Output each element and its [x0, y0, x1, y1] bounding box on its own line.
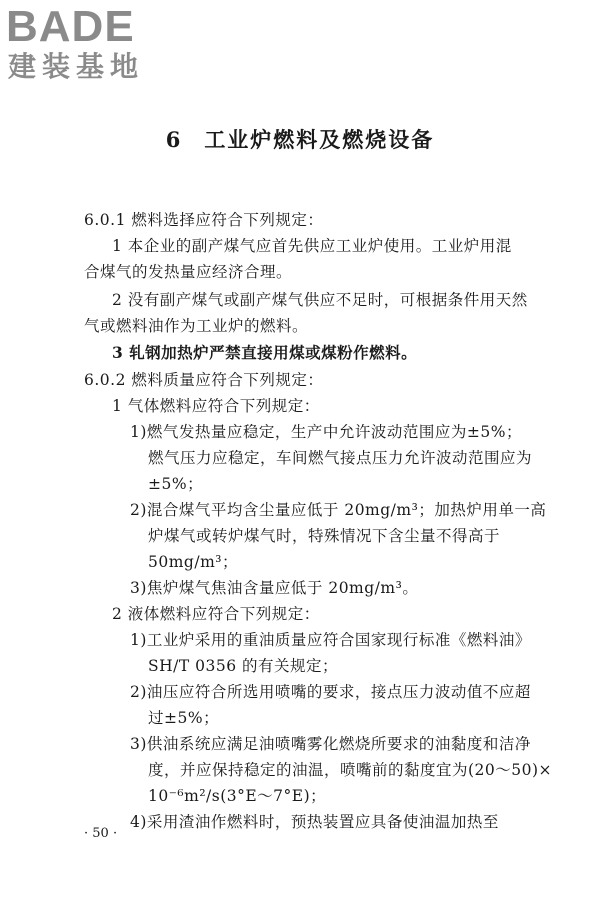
chapter-number: 6	[165, 127, 183, 152]
liquid-item-3-line-3: 10⁻⁶m²/s(3°E～7°E)；	[148, 787, 327, 805]
gas-item-3-line-1: 3)焦炉煤气焦油含量应低于 20mg/m³。	[130, 579, 419, 597]
gas-item-2-line-2: 炉煤气或转炉煤气时，特殊情况下含尘量不得高于	[148, 527, 501, 545]
logo-wordmark: BADE	[6, 2, 135, 51]
gas-item-1-line-1: 1)燃气发热量应稳定，生产中允许波动范围应为±5%；	[130, 423, 522, 441]
liquid-item-2-line-1: 2)油压应符合所选用喷嘴的要求，接点压力波动值不应超	[130, 683, 531, 701]
gas-item-1-line-2: 燃气压力应稳定，车间燃气接点压力允许波动范围应为	[148, 449, 533, 467]
bade-logo	[6, 4, 176, 84]
clause-6-0-1: 6.0.1 燃料选择应符合下列规定：	[84, 211, 324, 229]
liquid-item-3-line-1: 3)供油系统应满足油喷嘴雾化燃烧所要求的油黏度和洁净	[130, 735, 531, 753]
item-2-line-1: 2 没有副产煤气或副产煤气供应不足时，可根据条件用天然	[112, 291, 528, 309]
item-1-line-1: 1 本企业的副产煤气应首先供应工业炉使用。工业炉用混	[112, 237, 512, 255]
item-2-line-2: 气或燃料油作为工业炉的燃料。	[84, 317, 309, 335]
logo-subtitle: 建装基地	[8, 50, 145, 83]
chapter-title	[0, 124, 600, 154]
clause-6-0-2: 6.0.2 燃料质量应符合下列规定：	[84, 371, 324, 389]
gas-item-2-line-3: 50mg/m³；	[148, 553, 238, 571]
page-number: · 50 ·	[84, 826, 118, 841]
chapter-title-text: 工业炉燃料及燃烧设备	[204, 127, 435, 152]
liquid-item-1-line-1: 1)工业炉采用的重油质量应符合国家现行标准《燃料油》	[130, 631, 531, 649]
item-3-line-1: 3 轧钢加热炉严禁直接用煤或煤粉作燃料。	[112, 343, 418, 362]
liquid-item-1-line-2: SH/T 0356 的有关规定；	[148, 657, 338, 675]
gas-item-2-line-1: 2)混合煤气平均含尘量应低于 20mg/m³；加热炉用单一高	[130, 501, 547, 519]
gas-fuel-heading: 1 气体燃料应符合下列规定：	[112, 397, 320, 415]
gas-item-1-line-3: ±5%；	[148, 475, 204, 493]
liquid-item-3-line-2: 度，并应保持稳定的油温，喷嘴前的黏度宜为(20～50)×	[148, 761, 553, 779]
item-1-line-2: 合煤气的发热量应经济合理。	[84, 263, 293, 281]
liquid-item-4-line-1: 4)采用渣油作燃料时，预热装置应具备使油温加热至	[130, 813, 499, 831]
liquid-fuel-heading: 2 液体燃料应符合下列规定：	[112, 605, 320, 623]
liquid-item-2-line-2: 过±5%；	[148, 709, 220, 727]
